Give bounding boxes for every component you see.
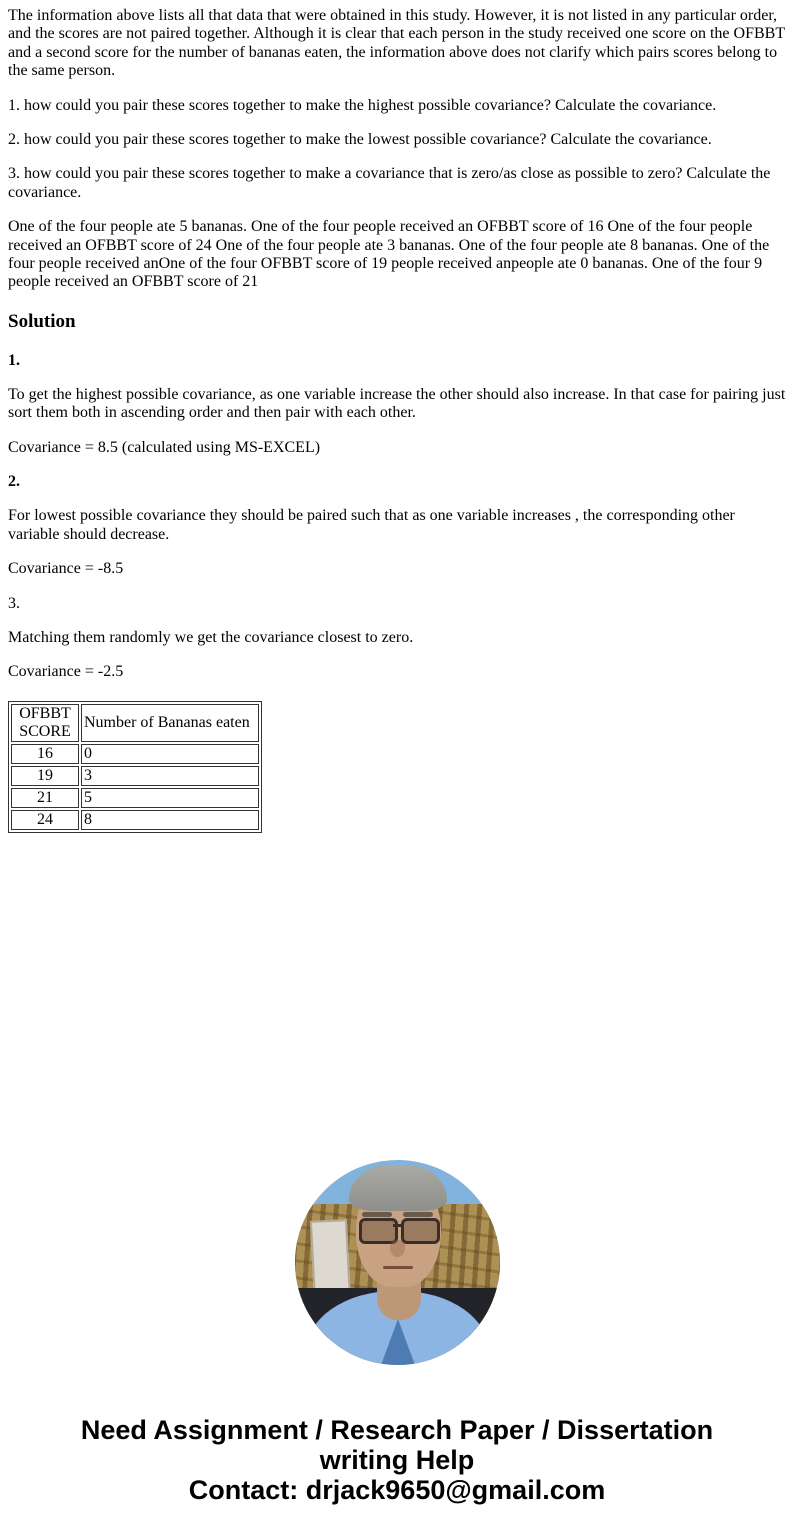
column-header-bananas: Number of Bananas eaten [81,704,259,742]
cell-score: 16 [11,744,79,764]
table-row [11,788,259,808]
question-3: 3. how could you pair these scores together to make a covariance that is zero/as close as possible to zero? Calculate the covariance. [8,165,771,201]
column-header-ofbbt-score: OFBBT SCORE [11,704,79,742]
person-hair [349,1165,447,1211]
cell-score: 24 [11,810,79,830]
person-collar [381,1319,415,1365]
footer-banner [0,1415,794,1505]
question-2: 2. how could you pair these scores together to make the lowest possible covariance? Calculate the covariance. [8,130,712,148]
cell-bananas: 0 [81,744,259,764]
table-row [11,810,259,830]
scores-table [8,701,262,833]
table-row [11,744,259,764]
part1-result: Covariance = 8.5 (calculated using MS-EXCEL) [8,438,321,456]
part2-result: Covariance = -8.5 [8,560,124,578]
person-eyebrow [403,1212,433,1217]
footer-contact-email: Contact: drjack9650@gmail.com [188,1474,606,1505]
part3-explanation: Matching them randomly we get the covariance closest to zero. [8,629,414,647]
cell-score: 19 [11,766,79,786]
cell-score: 21 [11,788,79,808]
part3-label: 3. [8,594,20,612]
document [8,0,786,833]
part1-label: 1. [8,351,20,369]
person-nose [390,1240,405,1257]
footer-line-1: Need Assignment / Research Paper / Dissertation [80,1414,714,1445]
solution-heading: Solution [8,310,76,332]
cell-bananas: 5 [81,788,259,808]
table-header-row [11,704,259,742]
profile-photo [295,1160,500,1365]
table-row [11,766,259,786]
part3-result: Covariance = -2.5 [8,663,124,681]
question-1: 1. how could you pair these scores together to make the highest possible covariance? Calculate the covariance. [8,96,717,114]
person-eyebrow [362,1212,392,1217]
cell-bananas: 3 [81,766,259,786]
person-glasses-bridge [393,1224,403,1227]
person-glasses [359,1218,398,1244]
cell-bananas: 8 [81,810,259,830]
intro-paragraph: The information above lists all that data that were obtained in this study. However, it is not listed in any particular order, and the scores are not paired together. Although it is clear that each person in the study received one score on the OFBBT and a second score for the number of bananas eaten, the information above does not clarify which pairs scores belong to the same person. [8,7,785,80]
part1-explanation: To get the highest possible covariance, as one variable increase the other should also increase. In that case for pairing just sort them both in ascending order and then pair with each other. [8,385,786,422]
part2-explanation: For lowest possible covariance they should be paired such that as one variable increases , the corresponding other variable should decrease. [8,507,735,543]
data-description-paragraph: One of the four people ate 5 bananas. One of the four people received an OFBBT score of 16 One of the four people received an OFBBT score of 24 One of the four people ate 3 bananas. One of the four people ate 8 bananas. One of the four people received anOne of the four OFBBT score of 19 people received anpeople ate 0 bananas. One of the four 9 people received an OFBBT score of 21 [8,218,770,291]
part2-label: 2. [8,473,20,491]
person-glasses [401,1218,440,1244]
person-mouth [383,1266,413,1269]
footer-line-2: writing Help [319,1444,475,1475]
